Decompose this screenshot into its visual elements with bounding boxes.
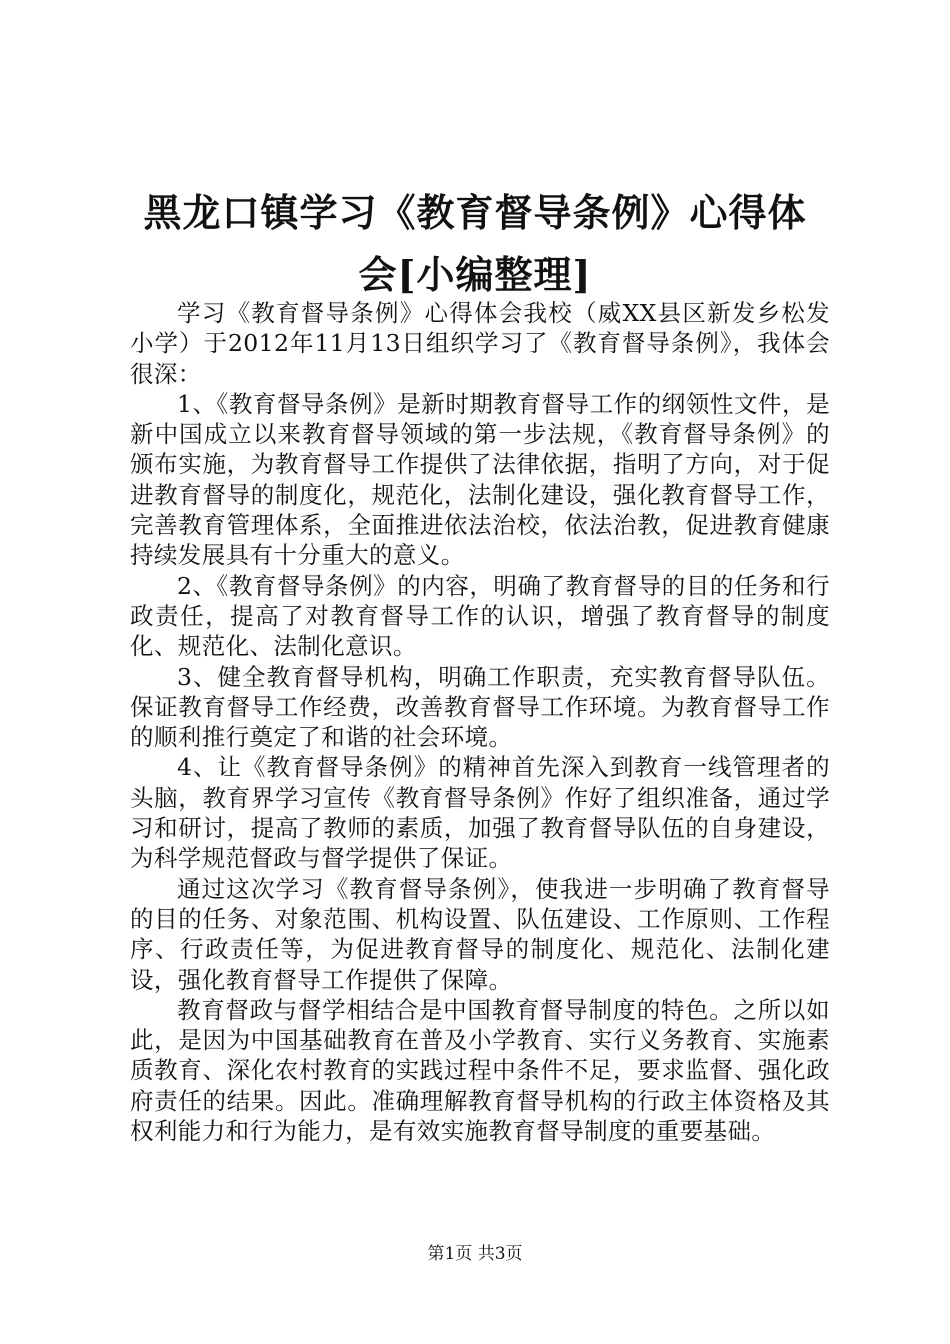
document-title: 黑龙口镇学习《教育督导条例》心得体会[小编整理] <box>143 190 807 297</box>
paragraph-point-2: 2、《教育督导条例》的内容，明确了教育督导的目的任务和行政责任，提高了对教育督导工作的认识，增强了教育督导的制度化、规范化、法制化意识。 <box>130 571 830 661</box>
page-number-footer: 第1页 共3页 <box>427 1244 523 1264</box>
paragraph-point-3: 3、健全教育督导机构，明确工作职责，充实教育督导队伍。保证教育督导工作经费，改善教育督导工作环境。为教育督导工作的顺利推行奠定了和谐的社会环境。 <box>130 662 830 752</box>
paragraph-point-4: 4、让《教育督导条例》的精神首先深入到教育一线管理者的头脑，教育界学习宣传《教育督导条例》作好了组织准备，通过学习和研讨，提高了教师的素质，加强了教育督导队伍的自身建设，为科学规范督政与督学提供了保证。 <box>130 753 830 873</box>
document-body <box>130 298 830 1146</box>
paragraph-point-1: 1、《教育督导条例》是新时期教育督导工作的纲领性文件，是新中国成立以来教育督导领域的第一步法规，《教育督导条例》的颁布实施，为教育督导工作提供了法律依据，指明了方向，对于促进教育督导的制度化，规范化，法制化建设，强化教育督导工作，完善教育管理体系，全面推进依法治校，依法治教，促进教育健康持续发展具有十分重大的意义。 <box>130 389 830 570</box>
paragraph-summary: 通过这次学习《教育督导条例》，使我进一步明确了教育督导的目的任务、对象范围、机构设置、队伍建设、工作原则、工作程序、行政责任等，为促进教育督导的制度化、规范化、法制化建设，强化教育督导工作提供了保障。 <box>130 874 830 994</box>
paragraph-intro: 学习《教育督导条例》心得体会我校（威XX县区新发乡松发小学）于2012年11月13日组织学习了《教育督导条例》，我体会很深： <box>130 299 830 388</box>
paragraph-closing: 教育督政与督学相结合是中国教育督导制度的特色。之所以如此，是因为中国基础教育在普及小学教育、实行义务教育、实施素质教育、深化农村教育的实践过程中条件不足，要求监督、强化政府责任的结果。因此。准确理解教育督导机构的行政主体资格及其权利能力和行为能力，是有效实施教育督导制度的重要基础。 <box>130 995 830 1146</box>
